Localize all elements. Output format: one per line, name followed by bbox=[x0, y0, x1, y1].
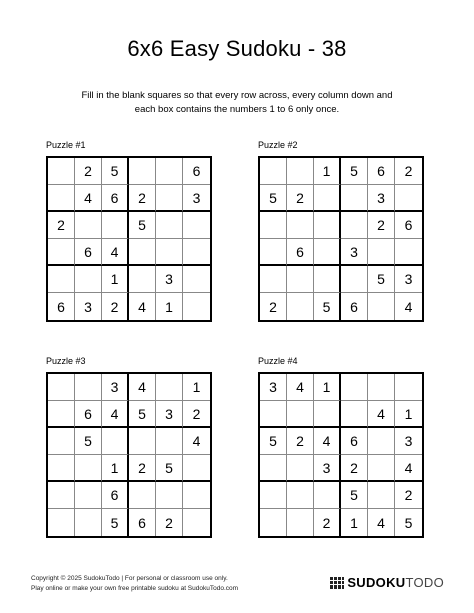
sudoku-cell: 4 bbox=[395, 455, 422, 482]
sudoku-cell bbox=[75, 509, 102, 536]
sudoku-cell: 2 bbox=[156, 509, 183, 536]
sudoku-cell: 1 bbox=[102, 455, 129, 482]
sudoku-cell bbox=[75, 266, 102, 293]
sudoku-cell bbox=[129, 239, 156, 266]
sudoku-cell bbox=[156, 212, 183, 239]
sudoku-cell bbox=[287, 482, 314, 509]
page-title: 6x6 Easy Sudoku - 38 bbox=[127, 36, 347, 61]
sudoku-cell bbox=[156, 239, 183, 266]
sudoku-cell: 5 bbox=[75, 428, 102, 455]
puzzle-3-label: Puzzle #3 bbox=[46, 356, 86, 366]
sudoku-cell: 2 bbox=[395, 158, 422, 185]
sudoku-cell: 1 bbox=[156, 293, 183, 320]
sudoku-cell bbox=[368, 455, 395, 482]
sudoku-cell bbox=[341, 266, 368, 293]
sudoku-cell bbox=[368, 293, 395, 320]
sudoku-cell: 6 bbox=[341, 428, 368, 455]
sudoku-cell: 6 bbox=[75, 401, 102, 428]
sudoku-cell bbox=[102, 428, 129, 455]
sudoku-cell bbox=[314, 482, 341, 509]
sudoku-cell bbox=[75, 212, 102, 239]
sudoku-cell bbox=[341, 185, 368, 212]
sudoku-cell bbox=[129, 266, 156, 293]
sudoku-cell bbox=[75, 455, 102, 482]
sudoku-cell: 2 bbox=[75, 158, 102, 185]
sudoku-cell bbox=[314, 185, 341, 212]
sudoku-cell: 6 bbox=[287, 239, 314, 266]
sudoku-cell bbox=[287, 509, 314, 536]
sudoku-cell: 2 bbox=[260, 293, 287, 320]
instructions-line-2: each box contains the numbers 1 to 6 only once. bbox=[134, 104, 340, 115]
puzzle-2-grid bbox=[258, 156, 424, 322]
sudoku-cell bbox=[287, 158, 314, 185]
puzzle-1-label: Puzzle #1 bbox=[46, 140, 86, 150]
instructions-line-1: Fill in the blank squares so that every row across, every column down and bbox=[81, 90, 393, 101]
sudoku-cell bbox=[287, 401, 314, 428]
sudoku-cell bbox=[395, 185, 422, 212]
sudoku-cell: 4 bbox=[129, 374, 156, 401]
sudoku-cell: 5 bbox=[404, 514, 413, 531]
sudoku-cell: 1 bbox=[314, 374, 341, 401]
sudoku-cell bbox=[287, 455, 314, 482]
sudoku-cell: 1 bbox=[183, 374, 210, 401]
sudoku-cell: 3 bbox=[395, 266, 422, 293]
sudoku-cell: 3 bbox=[75, 293, 102, 320]
sudoku-cell bbox=[314, 401, 341, 428]
sudoku-cell: 6 bbox=[129, 509, 156, 536]
sudoku-cell: 5 bbox=[260, 185, 287, 212]
sudoku-cell bbox=[48, 239, 75, 266]
sudoku-cell: 3 bbox=[183, 185, 210, 212]
footer-link-text: Play online or make your own free printable sudoku at SudokuTodo.com bbox=[31, 585, 239, 592]
sudoku-cell bbox=[183, 293, 210, 320]
sudoku-cell bbox=[260, 455, 287, 482]
puzzle-3-grid bbox=[46, 372, 212, 538]
sudoku-cell bbox=[75, 374, 102, 401]
sudoku-cell: 5 bbox=[314, 293, 341, 320]
sudoku-cell bbox=[260, 239, 287, 266]
sudoku-cell bbox=[129, 158, 156, 185]
sudoku-cell: 4 bbox=[404, 298, 413, 315]
sudoku-cell: 2 bbox=[102, 293, 129, 320]
sudoku-cell bbox=[48, 374, 75, 401]
sudoku-cell bbox=[48, 455, 75, 482]
sudoku-cell: 4 bbox=[368, 509, 395, 536]
footer bbox=[31, 574, 238, 594]
sudoku-cell: 6 bbox=[368, 158, 395, 185]
sudoku-cell bbox=[260, 401, 287, 428]
sudoku-cell bbox=[183, 212, 210, 239]
sudoku-cell bbox=[287, 266, 314, 293]
sudoku-cell: 6 bbox=[102, 482, 129, 509]
sudoku-cell: 5 bbox=[102, 509, 129, 536]
sudoku-cell bbox=[314, 239, 341, 266]
sudoku-cell bbox=[260, 482, 287, 509]
logo-text-light: TODO bbox=[405, 575, 444, 590]
sudoku-cell: 2 bbox=[129, 185, 156, 212]
logo bbox=[330, 575, 444, 590]
sudoku-cell bbox=[260, 212, 287, 239]
sudoku-cell: 4 bbox=[75, 185, 102, 212]
grid-icon bbox=[330, 577, 344, 589]
sudoku-cell: 5 bbox=[129, 212, 156, 239]
puzzle-4-label: Puzzle #4 bbox=[258, 356, 298, 366]
sudoku-cell: 6 bbox=[75, 239, 102, 266]
sudoku-cell: 3 bbox=[102, 374, 129, 401]
sudoku-cell bbox=[260, 266, 287, 293]
puzzle-1-grid bbox=[46, 156, 212, 322]
sudoku-cell: 1 bbox=[314, 158, 341, 185]
sudoku-cell bbox=[48, 428, 75, 455]
sudoku-cell: 2 bbox=[314, 509, 341, 536]
sudoku-cell bbox=[48, 266, 75, 293]
sudoku-cell: 2 bbox=[48, 212, 75, 239]
sudoku-cell bbox=[48, 509, 75, 536]
sudoku-cell: 5 bbox=[341, 158, 368, 185]
sudoku-cell bbox=[156, 158, 183, 185]
sudoku-cell: 5 bbox=[156, 455, 183, 482]
sudoku-cell bbox=[129, 428, 156, 455]
sudoku-cell bbox=[260, 158, 287, 185]
sudoku-cell bbox=[368, 239, 395, 266]
sudoku-cell: 5 bbox=[368, 266, 395, 293]
sudoku-cell bbox=[395, 374, 422, 401]
sudoku-cell: 6 bbox=[341, 293, 368, 320]
sudoku-cell: 5 bbox=[129, 401, 156, 428]
instructions bbox=[60, 89, 414, 117]
sudoku-cell bbox=[129, 482, 156, 509]
sudoku-cell: 4 bbox=[183, 428, 210, 455]
sudoku-cell bbox=[395, 239, 422, 266]
sudoku-cell: 4 bbox=[314, 428, 341, 455]
sudoku-cell bbox=[48, 401, 75, 428]
sudoku-cell bbox=[287, 293, 314, 320]
sudoku-cell bbox=[156, 185, 183, 212]
puzzle-4-grid bbox=[258, 372, 424, 538]
sudoku-cell bbox=[287, 212, 314, 239]
sudoku-cell bbox=[341, 212, 368, 239]
sudoku-cell bbox=[156, 374, 183, 401]
sudoku-cell bbox=[156, 428, 183, 455]
sudoku-cell: 5 bbox=[260, 428, 287, 455]
sudoku-cell: 3 bbox=[395, 428, 422, 455]
sudoku-cell bbox=[183, 509, 210, 536]
sudoku-cell: 4 bbox=[287, 374, 314, 401]
sudoku-cell bbox=[341, 374, 368, 401]
sudoku-cell: 1 bbox=[102, 266, 129, 293]
sudoku-cell: 5 bbox=[102, 158, 129, 185]
sudoku-cell bbox=[75, 482, 102, 509]
sudoku-cell: 2 bbox=[395, 482, 422, 509]
sudoku-cell: 3 bbox=[156, 401, 183, 428]
sudoku-cell: 6 bbox=[183, 158, 210, 185]
sudoku-cell: 4 bbox=[102, 239, 129, 266]
sudoku-cell: 6 bbox=[102, 185, 129, 212]
sudoku-cell bbox=[183, 482, 210, 509]
sudoku-cell: 1 bbox=[341, 509, 368, 536]
sudoku-cell bbox=[183, 239, 210, 266]
sudoku-cell: 6 bbox=[395, 212, 422, 239]
sudoku-cell bbox=[368, 482, 395, 509]
sudoku-cell bbox=[183, 266, 210, 293]
sudoku-cell bbox=[314, 266, 341, 293]
sudoku-cell: 3 bbox=[260, 374, 287, 401]
sudoku-cell: 2 bbox=[287, 428, 314, 455]
sudoku-cell: 2 bbox=[129, 455, 156, 482]
sudoku-cell: 2 bbox=[341, 455, 368, 482]
sudoku-cell bbox=[48, 185, 75, 212]
sudoku-cell: 3 bbox=[341, 239, 368, 266]
sudoku-cell: 2 bbox=[287, 185, 314, 212]
sudoku-cell: 4 bbox=[368, 401, 395, 428]
sudoku-cell: 4 bbox=[102, 401, 129, 428]
sudoku-cell bbox=[48, 158, 75, 185]
sudoku-cell: 5 bbox=[341, 482, 368, 509]
sudoku-cell bbox=[341, 401, 368, 428]
footer-copyright: Copyright © 2025 SudokuTodo | For personal or classroom use only. bbox=[31, 575, 228, 582]
sudoku-cell: 4 bbox=[129, 293, 156, 320]
sudoku-cell bbox=[314, 212, 341, 239]
sudoku-cell: 3 bbox=[368, 185, 395, 212]
sudoku-cell: 2 bbox=[368, 212, 395, 239]
sudoku-cell bbox=[368, 374, 395, 401]
puzzle-2-label: Puzzle #2 bbox=[258, 140, 298, 150]
sudoku-cell: 1 bbox=[395, 401, 422, 428]
sudoku-cell bbox=[156, 482, 183, 509]
sudoku-cell: 3 bbox=[314, 455, 341, 482]
sudoku-cell: 6 bbox=[48, 293, 75, 320]
sudoku-cell bbox=[48, 482, 75, 509]
sudoku-cell bbox=[368, 428, 395, 455]
sudoku-cell bbox=[102, 212, 129, 239]
sudoku-cell bbox=[260, 509, 287, 536]
sudoku-cell: 2 bbox=[183, 401, 210, 428]
sudoku-cell: 3 bbox=[156, 266, 183, 293]
sudoku-cell bbox=[183, 455, 210, 482]
logo-text-bold: SUDOKU bbox=[347, 575, 406, 590]
